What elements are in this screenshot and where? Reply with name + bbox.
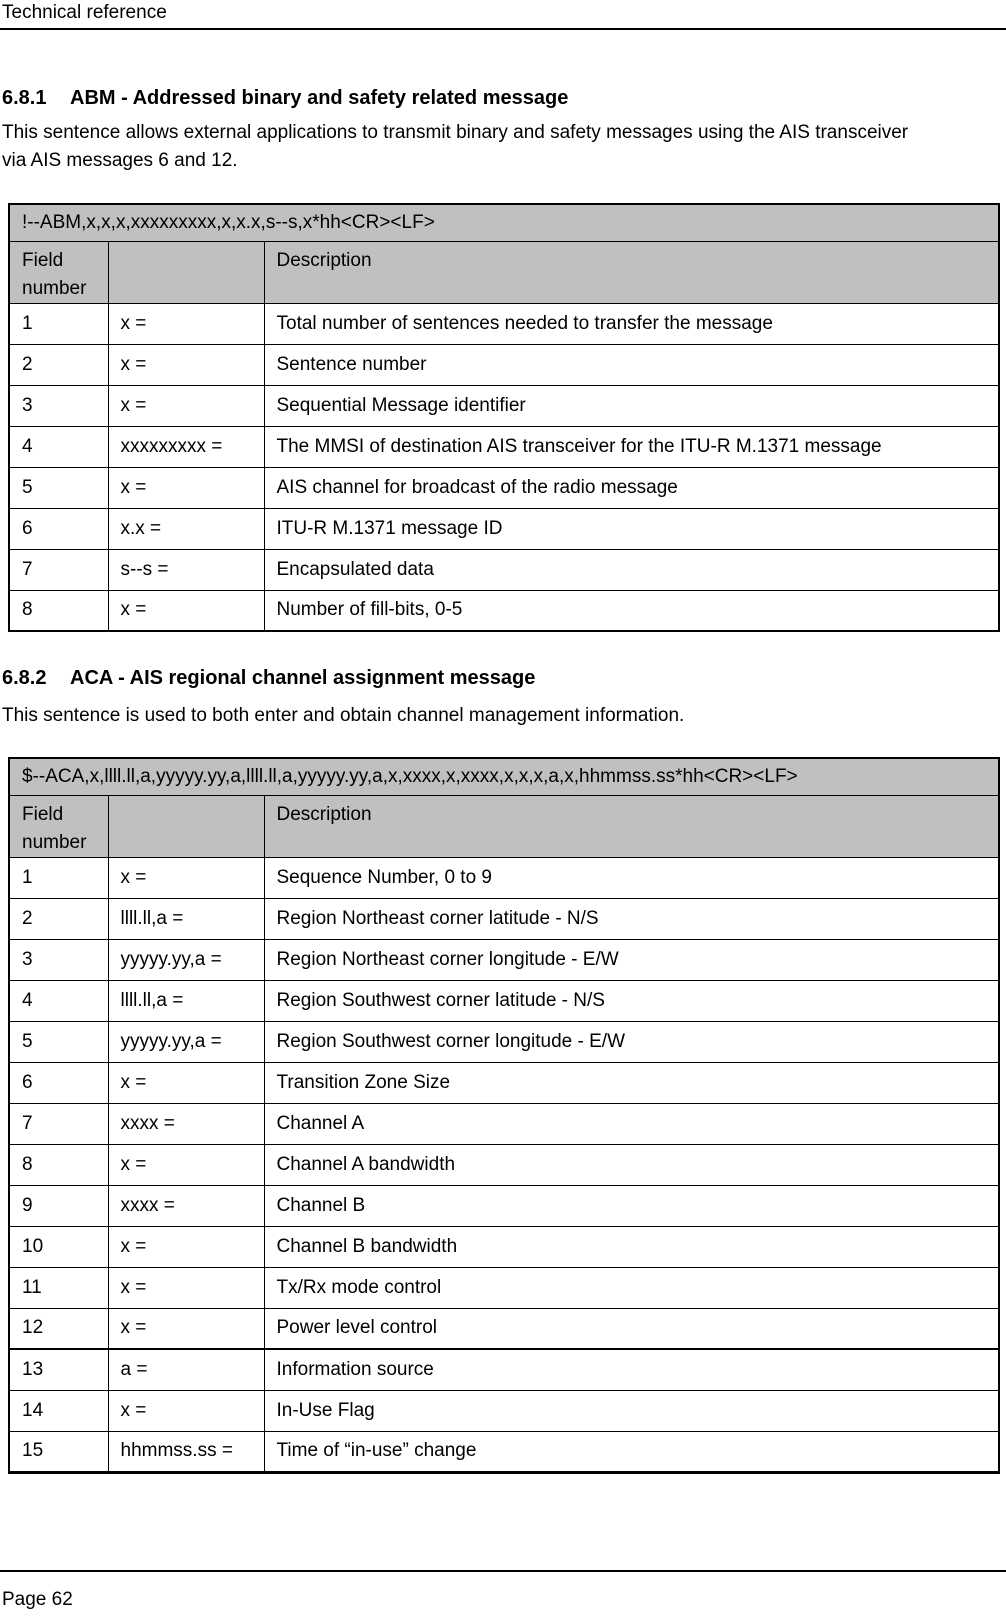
footer-divider	[0, 1570, 1006, 1572]
format-cell: xxxx =	[108, 1185, 264, 1226]
table-row	[9, 1349, 999, 1390]
description-cell: Region Northeast corner longitude - E/W	[264, 939, 999, 980]
section-intro	[2, 702, 1006, 730]
format-cell: x =	[108, 1226, 264, 1267]
field-number-cell: 5	[9, 1021, 108, 1062]
description-cell: Region Northeast corner latitude - N/S	[264, 898, 999, 939]
column-header-blank	[108, 795, 264, 857]
format-cell: x =	[108, 1308, 264, 1349]
table-row	[9, 1308, 999, 1349]
abm-sentence-table	[8, 203, 1000, 632]
section-number: 6.8.1	[2, 87, 47, 109]
table-row	[9, 1062, 999, 1103]
table-row	[9, 1103, 999, 1144]
field-number-cell: 1	[9, 857, 108, 898]
table-row	[9, 549, 999, 590]
field-number-cell: 3	[9, 385, 108, 426]
description-cell: Power level control	[264, 1308, 999, 1349]
format-cell: s--s =	[108, 549, 264, 590]
description-cell: Sequential Message identifier	[264, 385, 999, 426]
format-cell: xxxxxxxxx =	[108, 426, 264, 467]
format-cell: x =	[108, 1144, 264, 1185]
section-number: 6.8.2	[2, 667, 47, 689]
field-number-cell: 5	[9, 467, 108, 508]
description-cell: Tx/Rx mode control	[264, 1267, 999, 1308]
description-cell: Information source	[264, 1349, 999, 1390]
table-row	[9, 426, 999, 467]
format-cell: yyyyy.yy,a =	[108, 1021, 264, 1062]
field-number-cell: 4	[9, 980, 108, 1021]
field-number-cell: 7	[9, 549, 108, 590]
format-cell: x =	[108, 385, 264, 426]
format-cell: llll.ll,a =	[108, 898, 264, 939]
field-number-cell: 9	[9, 1185, 108, 1226]
table-row	[9, 590, 999, 631]
table-header-row	[9, 241, 999, 303]
format-cell: x =	[108, 344, 264, 385]
description-cell: Channel B	[264, 1185, 999, 1226]
field-number-cell: 8	[9, 590, 108, 631]
section-heading-6-8-1	[2, 86, 568, 110]
sentence-formula-row	[9, 204, 999, 241]
field-number-cell: 6	[9, 1062, 108, 1103]
description-cell: Encapsulated data	[264, 549, 999, 590]
field-number-cell: 4	[9, 426, 108, 467]
column-header-field-number: Field number	[9, 241, 108, 303]
field-number-cell: 6	[9, 508, 108, 549]
column-header-blank	[108, 241, 264, 303]
section-heading-6-8-2	[2, 666, 535, 690]
table-row	[9, 939, 999, 980]
table-row	[9, 1226, 999, 1267]
field-number-cell: 1	[9, 303, 108, 344]
format-cell: x =	[108, 857, 264, 898]
field-number-cell: 2	[9, 898, 108, 939]
column-header-description: Description	[264, 795, 999, 857]
table-row	[9, 1390, 999, 1431]
format-cell: x =	[108, 1390, 264, 1431]
field-number-cell: 14	[9, 1390, 108, 1431]
description-cell: Sentence number	[264, 344, 999, 385]
aca-sentence-table	[8, 757, 1000, 1474]
format-cell: x =	[108, 467, 264, 508]
table-row	[9, 508, 999, 549]
sentence-formula: !--ABM,x,x,x,xxxxxxxxx,x,x.x,s--s,x*hh<CR><LF>	[9, 204, 999, 241]
format-cell: x =	[108, 1267, 264, 1308]
description-cell: Total number of sentences needed to transfer the message	[264, 303, 999, 344]
sentence-formula: $--ACA,x,llll.ll,a,yyyyy.yy,a,llll.ll,a,yyyyy.yy,a,x,xxxx,x,xxxx,x,x,x,a,x,hhmmss.ss*hh<CR><LF>	[9, 758, 999, 795]
column-header-field-number: Field number	[9, 795, 108, 857]
format-cell: yyyyy.yy,a =	[108, 939, 264, 980]
table-row	[9, 1267, 999, 1308]
description-cell: Sequence Number, 0 to 9	[264, 857, 999, 898]
table-row	[9, 857, 999, 898]
format-cell: a =	[108, 1349, 264, 1390]
section-intro	[2, 119, 1006, 175]
field-number-cell: 10	[9, 1226, 108, 1267]
format-cell: llll.ll,a =	[108, 980, 264, 1021]
field-number-cell: 11	[9, 1267, 108, 1308]
format-cell: hhmmss.ss =	[108, 1431, 264, 1472]
description-cell: Region Southwest corner latitude - N/S	[264, 980, 999, 1021]
description-cell: Region Southwest corner longitude - E/W	[264, 1021, 999, 1062]
description-cell: The MMSI of destination AIS transceiver for the ITU-R M.1371 message	[264, 426, 999, 467]
table-row	[9, 303, 999, 344]
field-number-cell: 12	[9, 1308, 108, 1349]
intro-line: This sentence is used to both enter and obtain channel management information.	[2, 705, 685, 726]
format-cell: x =	[108, 1062, 264, 1103]
description-cell: AIS channel for broadcast of the radio message	[264, 467, 999, 508]
field-number-cell: 7	[9, 1103, 108, 1144]
field-number-cell: 8	[9, 1144, 108, 1185]
description-cell: Channel A bandwidth	[264, 1144, 999, 1185]
table-row	[9, 467, 999, 508]
description-cell: Channel A	[264, 1103, 999, 1144]
table-row	[9, 385, 999, 426]
table-row	[9, 980, 999, 1021]
description-cell: Channel B bandwidth	[264, 1226, 999, 1267]
table-row	[9, 1431, 999, 1472]
table-row	[9, 1185, 999, 1226]
field-number-cell: 13	[9, 1349, 108, 1390]
description-cell: Transition Zone Size	[264, 1062, 999, 1103]
format-cell: x =	[108, 590, 264, 631]
column-header-description: Description	[264, 241, 999, 303]
description-cell: In-Use Flag	[264, 1390, 999, 1431]
intro-line: This sentence allows external applications to transmit binary and safety messages using the AIS transceiver	[2, 122, 909, 143]
section-title: ABM - Addressed binary and safety related message	[70, 87, 569, 109]
field-number-cell: 2	[9, 344, 108, 385]
field-number-cell: 3	[9, 939, 108, 980]
table-row	[9, 1021, 999, 1062]
format-cell: xxxx =	[108, 1103, 264, 1144]
description-cell: Number of fill-bits, 0-5	[264, 590, 999, 631]
description-cell: Time of “in-use” change	[264, 1431, 999, 1472]
format-cell: x =	[108, 303, 264, 344]
page-number: Page 62	[2, 1589, 73, 1610]
header-divider	[0, 28, 1006, 30]
field-number-cell: 15	[9, 1431, 108, 1472]
table-header-row	[9, 795, 999, 857]
description-cell: ITU-R M.1371 message ID	[264, 508, 999, 549]
format-cell: x.x =	[108, 508, 264, 549]
section-title: ACA - AIS regional channel assignment message	[70, 667, 536, 689]
table-row	[9, 898, 999, 939]
sentence-formula-row	[9, 758, 999, 795]
table-row	[9, 344, 999, 385]
table-row	[9, 1144, 999, 1185]
page-header-title: Technical reference	[2, 2, 167, 23]
intro-line: via AIS messages 6 and 12.	[2, 150, 238, 171]
